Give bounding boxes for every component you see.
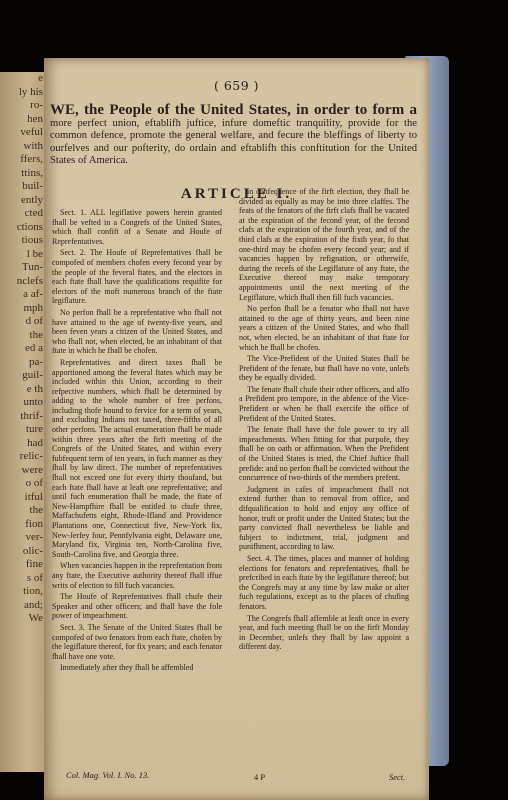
paragraph: The Houfe of Reprefentatives fhall chufe their Speaker and other officers; and fhall have the fole power of impeachment. (52, 592, 222, 621)
left-page-text-fragment: ro- (30, 99, 43, 111)
left-page-text-fragment: nclefs (16, 274, 43, 287)
left-page-text-fragment: fion (25, 517, 43, 530)
left-page-text-fragment: olic- (22, 544, 43, 557)
paragraph: Immediately after they fhall be affembled (60, 663, 194, 673)
left-page-text-fragment: the (29, 504, 43, 516)
catchword: Sect. (389, 772, 406, 782)
left-facing-page (0, 72, 46, 772)
preamble (50, 104, 417, 167)
left-page-text-fragment: unto (23, 396, 43, 408)
left-page-text-fragment: ture (25, 423, 43, 435)
left-page-text-fragment: ctions (16, 220, 43, 233)
left-page-text-fragment: d of (25, 315, 43, 327)
left-page-text-fragment: guil- (22, 369, 43, 381)
paragraph: No perfon fhall be a fenator who fhall not have attained to the age of thirty years, and been nine years a citizen of the United States, and who fhall not, when elected, be an inhabitant of that ftate for which he fhall be chofen. (239, 304, 409, 352)
left-page-text-fragment: relic- (19, 450, 43, 462)
left-page-text-fragment: ed a (24, 342, 43, 354)
left-page-text-fragment: Tun- (22, 261, 43, 273)
left-page-text-fragment: ttins, (21, 166, 43, 179)
page-number: ( 659 ) (213, 78, 260, 93)
left-page-text-fragment: e (38, 72, 43, 84)
left-page-text-fragment: the (29, 328, 43, 341)
left-page-text-fragment: veful (20, 126, 43, 138)
left-page-text-fragment: o of (25, 477, 43, 489)
paragraph: The Congrefs fhall affemble at leaft once in every year, and fuch meeting fhall be on the firft Monday in December, unlefs they fhall by law appoint a different day. (239, 613, 409, 652)
left-page-text-fragment: We (28, 612, 43, 624)
left-page-text-fragment: were (21, 463, 43, 476)
paragraph: The Vice-Prefident of the United States fhall be Prefident of the fenate, but fhall have no vote, unlefs they be equally divided. (239, 354, 409, 383)
left-page-text-fragment: e th (26, 382, 43, 395)
paragraph: in confequence of the firft election, they fhall be divided as equally as may be into three claffes. The feats of the fenators of the firft clafs fhall be vacated at the expiration of the fecond year, of the fecond clafs at the expiration of the fourth year, and of the third clafs at the expiration of the fixth year, fo that one-third may be chofen every fecond year; and if vacancies happen by refignation, or otherwife, during the recefs of the Legiflature of any ftate, the Executive thereof may make temporary appointments until the next meeting of the Legiflature, which fhall then fill fuch vacancies. (239, 187, 409, 302)
left-page-text-fragment: a af- (23, 288, 43, 300)
left-page-text-fragment: s of (26, 571, 43, 584)
left-page-text-fragment: thrif- (20, 409, 43, 422)
paragraph: No perfon fhall be a reprefentative who fhall not have attained to the age of twenty-five years, and been feven years a citizen of the United States, and who fhall not, when elected, be an inhabitant of that ftate in which he fhall be chofen. (52, 307, 222, 356)
sheet-mark: 4 P (254, 772, 266, 782)
signature-mark: Col. Mag. Vol. I. No. 13. (66, 770, 150, 780)
paragraph: When vacancies happen in the reprefentation from any ftate, the Executive authority thereof fhall iffue writs of election to fill fuch vacancies. (52, 561, 222, 590)
left-page-text-fragment: buil- (22, 180, 43, 192)
left-page-text-fragment: mph (23, 301, 43, 314)
paragraph: Sect. 3. The Senate of the United States fhall be compofed of two fenators from each ftate, chofen by the legiflature thereof, for fix years; and each fenator fhall have one vote. (52, 622, 222, 661)
preamble-text: more perfect union, eftablifh juftice, infure domeftic tranquility, provide for the common defence, promote the general welfare, and fecure the bleffings of liberty to ourfelves and our pofterity, do ordain and eftablifh this conftitution for the United States of America. (50, 118, 417, 166)
paragraph: Reprefentatives and direct taxes fhall be apportioned among the feveral ftates which may be included within this Union, according to their refpective numbers, which fhall be determined by adding to the whole number of free perfons, including thofe bound to fervice for a term of years, and excluding Indians not taxed, three-fifths of all other perfons. The actual enumeration fhall be made within three years after the firft meeting of the Congrefs of the United States, and within every fubfequent term of ten years, in fuch manner as they fhall by law direct. The number of reprefentatives fhall not exceed one for every thirty thoufand, but each ftate fhall have at leaft one reprefentative; and until fuch enumeration fhall be made, the ftate of New-Hampfhire fhall be entitled to chufe three, Maffachufetts eight, Rhode-Ifland and Providence Plantations one, Connecticut five, New-York fix, New-Jerfey four, Pennfylvania eight, Delaware one, Maryland fix, Virginia ten, North-Carolina five, South-Carolina five, and Georgia three. (52, 357, 222, 559)
left-page-text-fragment: cted (24, 207, 43, 219)
left-page-text-fragment: ver- (25, 531, 43, 543)
left-column (52, 208, 222, 675)
left-page-text-fragment: hen (27, 112, 43, 125)
left-page-text-fragment: itful (24, 490, 43, 503)
document-page (44, 58, 429, 800)
paragraph: The fenate fhall have the fole power to try all impeachments. When fitting for that purpofe, they fhall be on oath or affirmation. When the Prefident of the United States is tried, the Chief Juftice fhall prefide: and no perfon fhall be convicted without the concurrence of two-thirds of the members prefent. (239, 425, 409, 483)
right-column (239, 187, 409, 654)
paragraph: Sect. 4. The times, places and manner of holding elections for fenators and reprefentatives, fhall be prefcribed in each ftate by the legiflature thereof; but the Congrefs may at any time by law make or alter fuch regulations, except as to the places of chufing fenators. (239, 553, 409, 611)
left-page-text-fragment: pa- (28, 355, 43, 368)
article-heading: ARTICLE I. (180, 186, 293, 202)
paragraph: Judgment in cafes of impeachment fhall not extend further than to removal from office, and difqualification to hold and enjoy any office of honor, truft or profit under the United States; but the party convicted fhall nevertheless be liable and fubject to indictment, trial, judgment and punifhment, according to law. (239, 484, 409, 552)
left-page-text-fragment: with (23, 139, 43, 152)
left-page-text-fragment: tious (21, 234, 43, 246)
left-page-text-fragment: fine (25, 558, 43, 570)
paragraph: The fenate fhall chufe their other officers, and alfo a Prefident pro tempore, in the abfence of the Vice-Prefident or when he fhall exercife the office of Prefident of the United States. (239, 384, 409, 423)
left-page-text-fragment: tion, (23, 585, 43, 597)
left-page-text-fragment: and; (24, 598, 43, 611)
left-page-text-fragment: ly his (18, 85, 43, 98)
preamble-lead: WE, the People of the United States, in order to form a (50, 102, 417, 118)
paragraph: Sect. 2. The Houfe of Reprefentatives fhall be compofed of members chofen every fecond year by the people of the feveral ftates, and the electors in each ftate fhall have the qualifications requifite for electors of the moft numerous branch of the ftate legiflature. (52, 248, 222, 306)
paragraph: Sect. 1. ALL legiflative powers herein granted fhall be vefted in a Congrefs of the United States, which fhall confift of a Senate and Houfe of Reprefentatives. (52, 208, 222, 246)
left-page-text-fragment: ffers, (20, 153, 43, 165)
left-page-text-fragment: ently (21, 193, 43, 206)
left-page-text-fragment: l be (26, 247, 43, 260)
left-page-text-fragment: had (27, 436, 43, 449)
